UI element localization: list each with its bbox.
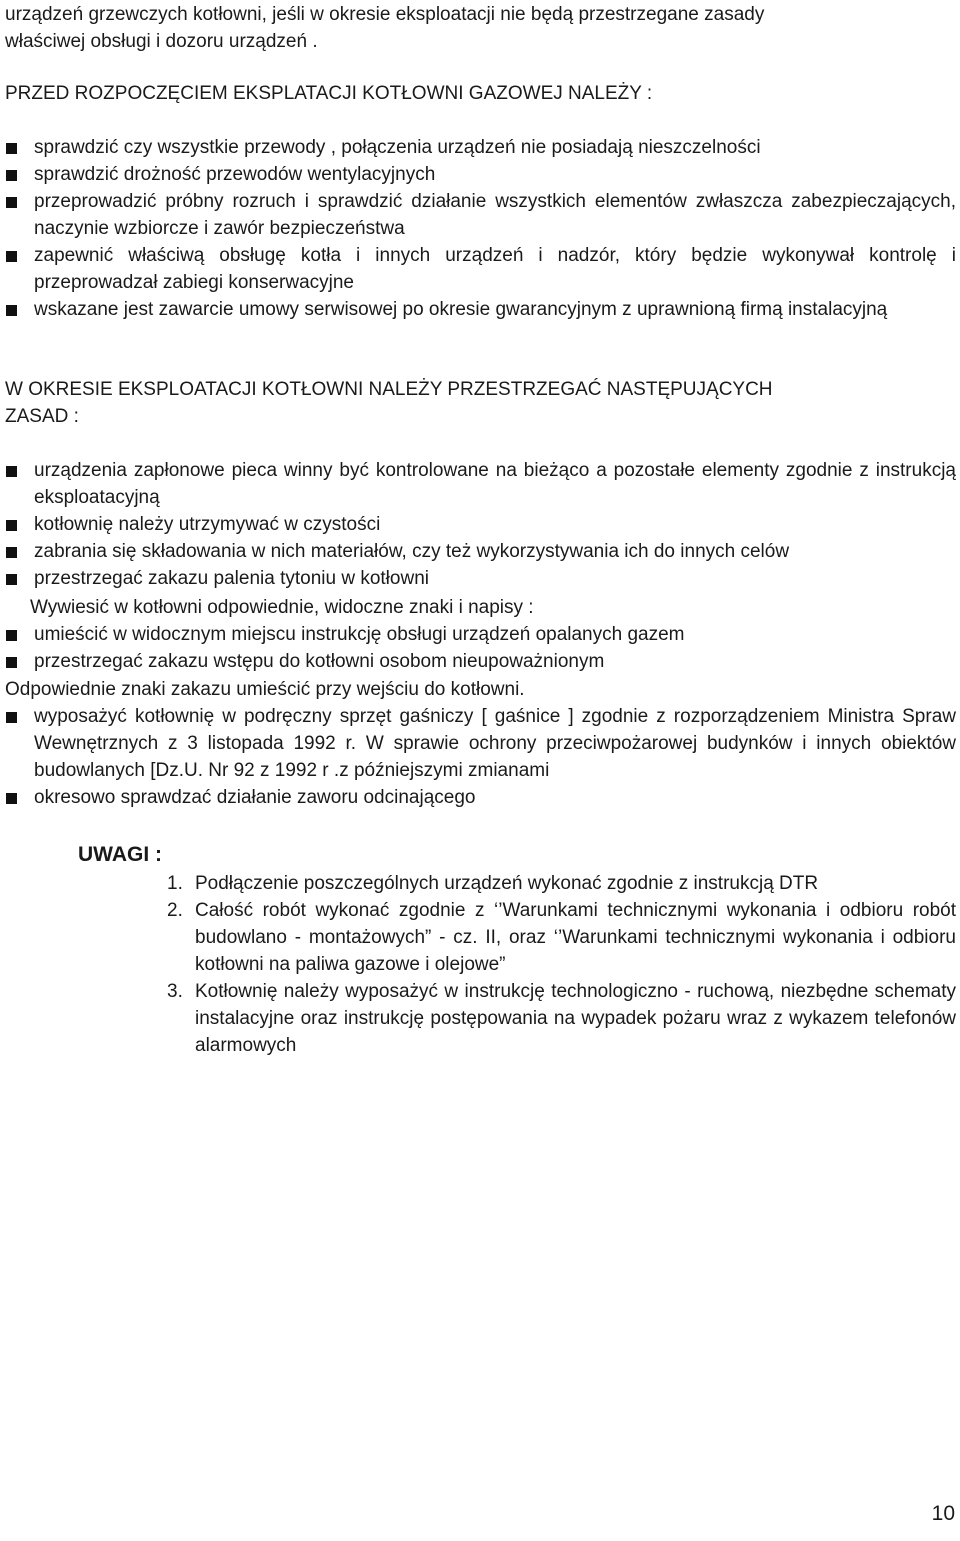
list-item: umieścić w widocznym miejscu instrukcję obsługi urządzeń opalanych gazem	[5, 621, 956, 648]
item-number: 3.	[167, 981, 183, 1002]
square-bullet-icon	[6, 197, 17, 208]
intro-line-2: właściwej obsługi i dozoru urządzeń .	[5, 31, 318, 52]
list-item: kotłownię należy utrzymywać w czystości	[5, 511, 956, 538]
section2-heading-line-2: ZASAD :	[5, 406, 79, 427]
uwagi-list	[5, 870, 956, 1059]
square-bullet-icon	[6, 712, 17, 723]
section2-heading	[5, 376, 956, 430]
list-item: wskazane jest zawarcie umowy serwisowej po okresie gwarancyjnym z uprawnioną firmą instalacyjną	[5, 296, 956, 323]
section1-heading: PRZED ROZPOCZĘCIEM EKSPLATACJI KOTŁOWNI GAZOWEJ NALEŻY :	[5, 83, 653, 104]
list-item: przeprowadzić próbny rozruch i sprawdzić działanie wszystkich elementów zwłaszcza zabezpieczających, naczynie wzbiorcze i zawór bezpieczeństwa	[5, 188, 956, 242]
square-bullet-icon	[6, 630, 17, 641]
list-item: sprawdzić drożność przewodów wentylacyjnych	[5, 161, 956, 188]
intro-line-1: urządzeń grzewczych kotłowni, jeśli w okresie eksploatacji nie będą przestrzegane zasady	[5, 4, 765, 25]
square-bullet-icon	[6, 657, 17, 668]
section2-heading-line-1: W OKRESIE EKSPLOATACJI KOTŁOWNI NALEŻY PRZESTRZEGAĆ NASTĘPUJĄCYCH	[5, 379, 773, 400]
list-item: 1. Podłączenie poszczególnych urządzeń wykonać zgodnie z instrukcją DTR	[195, 870, 956, 897]
square-bullet-icon	[6, 170, 17, 181]
item-number: 2.	[167, 900, 183, 921]
intro-paragraph	[5, 1, 956, 55]
section2-list-c	[5, 703, 956, 811]
square-bullet-icon	[6, 251, 17, 262]
list-item: zapewnić właściwą obsługę kotła i innych urządzeń i nadzór, który będzie wykonywał kontrolę i przeprowadzał zabiegi konserwacyjne	[5, 242, 956, 296]
section2-list-a	[5, 457, 956, 592]
square-bullet-icon	[6, 520, 17, 531]
list-item: przestrzegać zakazu palenia tytoniu w kotłowni	[5, 565, 956, 592]
list-item: 2. Całość robót wykonać zgodnie z ‘’Warunkami technicznymi wykonania i odbioru robót budowlano - montażowych” - cz. II, oraz ‘’Warunkami technicznymi wykonania i odbioru kotłowni na paliwa gazowe i olejowe”	[195, 897, 956, 978]
section2-list-b	[5, 621, 956, 675]
list-item: sprawdzić czy wszystkie przewody , połączenia urządzeń nie posiadają nieszczelności	[5, 134, 956, 161]
square-bullet-icon	[6, 305, 17, 316]
square-bullet-icon	[6, 143, 17, 154]
list-item: wyposażyć kotłownię w podręczny sprzęt gaśniczy [ gaśnice ] zgodnie z rozporządzeniem Ministra Spraw Wewnętrznych z 3 listopada 1992 r. W sprawie ochrony przeciwpożarowej budynków i innych obiektów budowlanych [Dz.U. Nr 92 z 1992 r .z późniejszymi zmianami	[5, 703, 956, 784]
list-item: urządzenia zapłonowe pieca winny być kontrolowane na bieżąco a pozostałe elementy zgodnie z instrukcją eksploatacyjną	[5, 457, 956, 511]
uwagi-heading: UWAGI :	[78, 843, 162, 866]
signs-instruction: Wywiesić w kotłowni odpowiednie, widoczne znaki i napisy :	[30, 597, 534, 618]
item-number: 1.	[167, 873, 183, 894]
section1-list	[5, 134, 956, 323]
square-bullet-icon	[6, 793, 17, 804]
square-bullet-icon	[6, 547, 17, 558]
entrance-signs-line: Odpowiednie znaki zakazu umieścić przy wejściu do kotłowni.	[5, 679, 525, 700]
square-bullet-icon	[6, 574, 17, 585]
list-item: zabrania się składowania w nich materiałów, czy też wykorzystywania ich do innych celów	[5, 538, 956, 565]
list-item: przestrzegać zakazu wstępu do kotłowni osobom nieupoważnionym	[5, 648, 956, 675]
square-bullet-icon	[6, 466, 17, 477]
list-item: 3. Kotłownię należy wyposażyć w instrukcję technologiczno - ruchową, niezbędne schematy instalacyjne oraz instrukcję postępowania na wypadek pożaru wraz z wykazem telefonów alarmowych	[195, 978, 956, 1059]
list-item: okresowo sprawdzać działanie zaworu odcinającego	[5, 784, 956, 811]
page-number: 10	[931, 1502, 955, 1525]
